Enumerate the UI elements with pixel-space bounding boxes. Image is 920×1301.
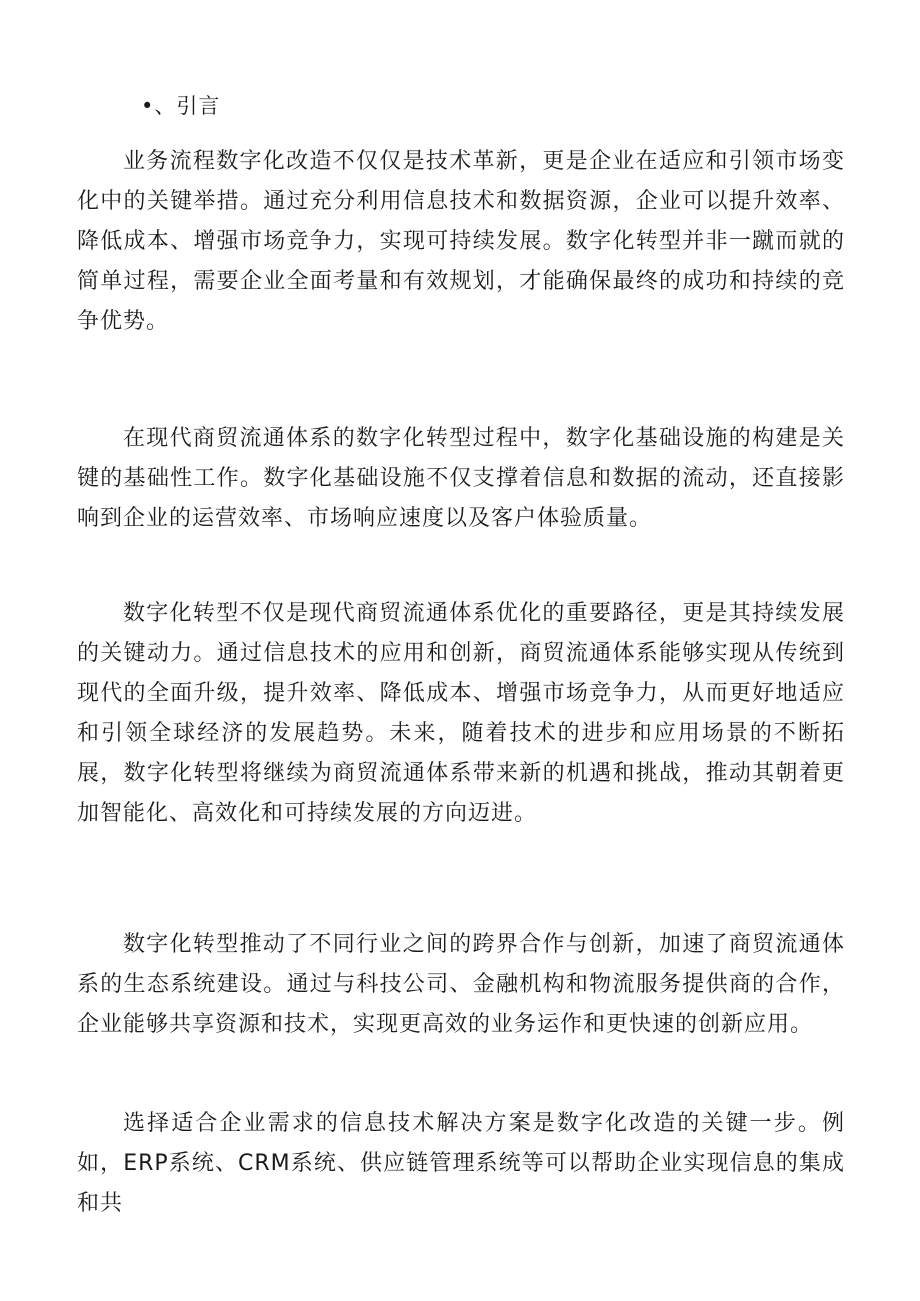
section-heading: •、引言 [141, 94, 221, 118]
paragraph-5: 选择适合企业需求的信息技术解决方案是数字化改造的关键一步。例如，ERP系统、CRM系统、供应链管理系统等可以帮助企业实现信息的集成和共 [77, 1111, 845, 1216]
paragraph-1: 业务流程数字化改造不仅仅是技术革新，更是企业在适应和引领市场变化中的关键举措。通过充分利用信息技术和数据资源，企业可以提升效率、降低成本、增强市场竞争力，实现可持续发展。数字化转型并非一蹴而就的简单过程，需要企业全面考量和有效规划，才能确保最终的成功和持续的竞争优势。 [77, 149, 845, 334]
paragraph-2: 在现代商贸流通体系的数字化转型过程中，数字化基础设施的构建是关键的基础性工作。数字化基础设施不仅支撑着信息和数据的流动，还直接影响到企业的运营效率、市场响应速度以及客户体验质量。 [77, 426, 845, 531]
paragraph-3: 数字化转型不仅是现代商贸流通体系优化的重要路径，更是其持续发展的关键动力。通过信息技术的应用和创新，商贸流通体系能够实现从传统到现代的全面升级，提升效率、降低成本、增强市场竞争力，从而更好地适应和引领全球经济的发展趋势。未来，随着技术的进步和应用场景的不断拓展，数字化转型将继续为商贸流通体系带来新的机遇和挑战，推动其朝着更加智能化、高效化和可持续发展的方向迈进。 [77, 601, 845, 826]
paragraph-4: 数字化转型推动了不同行业之间的跨界合作与创新，加速了商贸流通体系的生态系统建设。通过与科技公司、金融机构和物流服务提供商的合作，企业能够共享资源和技术，实现更高效的业务运作和更快速的创新应用。 [77, 932, 845, 1037]
